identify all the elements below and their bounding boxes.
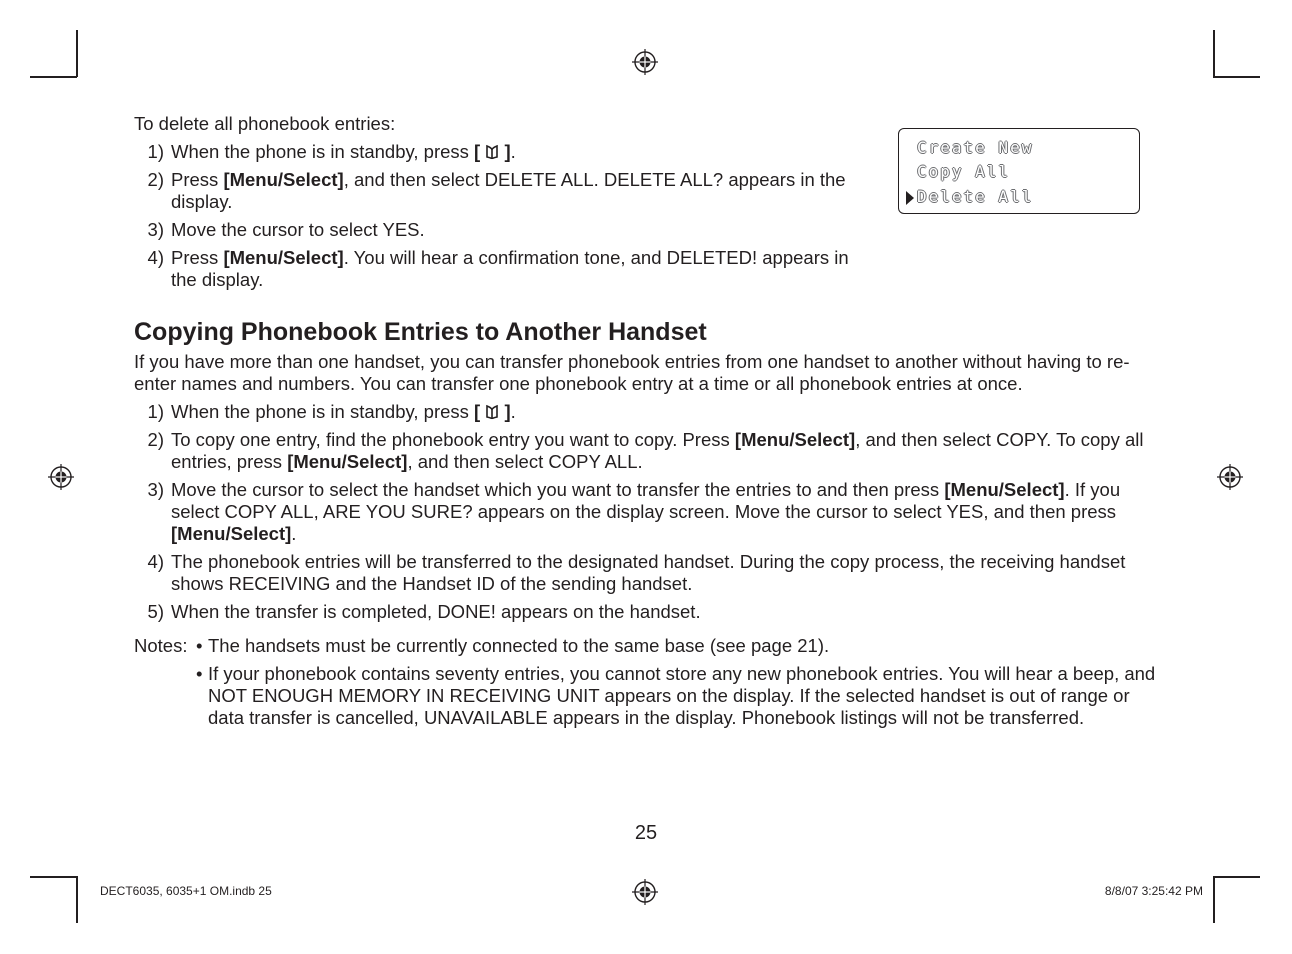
bracket-close: ] [504,141,511,162]
step-number: 2) [147,169,164,190]
step-text: When the phone is in standby, press [171,401,475,422]
delete-steps [134,141,874,291]
step-text: Move the cursor to select the handset which you want to transfer the entries to and then press [171,479,945,500]
bracket-close: ] [504,401,511,422]
step-text: To copy one entry, find the phonebook entry you want to copy. Press [171,429,735,450]
list-item [134,429,1164,473]
copy-intro: If you have more than one handset, you can transfer phonebook entries from one handset to another without having to re-enter names and numbers. You can transfer one phonebook entry at a time or all phonebook entries at once. [134,351,1130,394]
footer-right: 8/8/07 3:25:42 PM [1104,884,1203,898]
step-key: [Menu/Select] [223,169,344,190]
list-item [134,169,874,213]
registration-mark-icon [632,49,658,75]
step-text: The phonebook entries will be transferred to the designated handset. During the copy process, the receiving handset shows RECEIVING and the Handset ID of the sending handset. [171,551,1126,594]
page-content [134,113,1164,735]
step-number: 5) [147,601,164,622]
step-key: [Menu/Select] [171,523,292,544]
step-text: Move the cursor to select YES. [171,219,425,240]
step-text: . You will hear a confirmation tone, and DELETED! appears in the display. [171,247,849,290]
notes-section [134,635,1164,729]
step-text: , and then select COPY ALL. [407,451,643,472]
crop-mark [30,876,77,878]
crop-mark [76,30,78,77]
bullet: • [196,663,203,684]
bracket-open: [ [474,401,481,422]
lcd-line-create-new: Create New [917,138,1034,157]
phonebook-icon [485,404,499,420]
step-key: [Menu/Select] [287,451,408,472]
step-number: 1) [147,401,164,422]
registration-mark-icon [1217,464,1243,490]
list-item [134,601,1164,623]
bracket-open: [ [474,141,481,162]
step-text: Press [171,247,224,268]
step-key: [Menu/Select] [223,247,344,268]
step-text: When the transfer is completed, DONE! appears on the handset. [171,601,701,622]
lcd-line-copy-all: Copy All [917,162,1011,181]
note-text: If your phonebook contains seventy entries, you cannot store any new phonebook entries. You will hear a beep, and NOT ENOUGH MEMORY IN RECEIVING UNIT appears on the display. If the selected handset is out of range or data transfer is cancelled, UNAVAILABLE appears in the display. Phonebook listings will not be transferred. [208,663,1156,728]
phonebook-icon [485,144,499,160]
crop-mark [1213,76,1260,78]
list-item [134,219,874,241]
bullet: • [196,635,203,656]
step-text: , and then select DELETE ALL. DELETE ALL? appears in the display. [171,169,846,212]
delete-all-section [134,113,1164,291]
list-item [134,401,1164,423]
page-number: 25 [634,822,658,844]
step-number: 1) [147,141,164,162]
note-item [134,635,1164,657]
registration-mark-icon [632,879,658,905]
section-heading: Copying Phonebook Entries to Another Handset [134,318,707,346]
crop-mark [1213,30,1215,77]
list-item [134,247,874,291]
step-text: Press [171,169,224,190]
crop-mark [76,876,78,923]
crop-mark [1213,876,1215,923]
delete-all-intro: To delete all phonebook entries: [134,113,396,134]
note-item [134,663,1164,729]
crop-mark [1213,876,1260,878]
notes-label: Notes: [134,635,188,656]
footer-left: DECT6035, 6035+1 OM.indb 25 [100,884,272,898]
copy-steps [134,401,1164,623]
step-number: 4) [147,247,164,268]
step-key: [Menu/Select] [944,479,1065,500]
step-number: 2) [147,429,164,450]
registration-mark-icon [48,464,74,490]
list-item [134,551,1164,595]
step-text: . [291,523,297,544]
step-key: [Menu/Select] [734,429,856,450]
list-item [134,479,1164,545]
step-key [474,141,511,162]
step-number: 4) [147,551,164,572]
step-key [474,401,511,422]
step-text: , and then select COPY. To copy all entries, press [171,429,1144,472]
step-number: 3) [147,219,164,240]
copy-section [134,317,1164,623]
list-item [134,141,874,163]
step-text: . If you select COPY ALL, ARE YOU SURE? appears on the display screen. Move the cursor to select YES, and then press [171,479,1121,522]
step-text: . [510,401,516,422]
step-number: 3) [147,479,164,500]
crop-mark [30,76,77,78]
lcd-line-delete-all: Delete All [917,187,1034,206]
step-text: When the phone is in standby, press [171,141,475,162]
step-text: . [510,141,516,162]
note-text: The handsets must be currently connected to the same base (see page 21). [208,635,830,656]
